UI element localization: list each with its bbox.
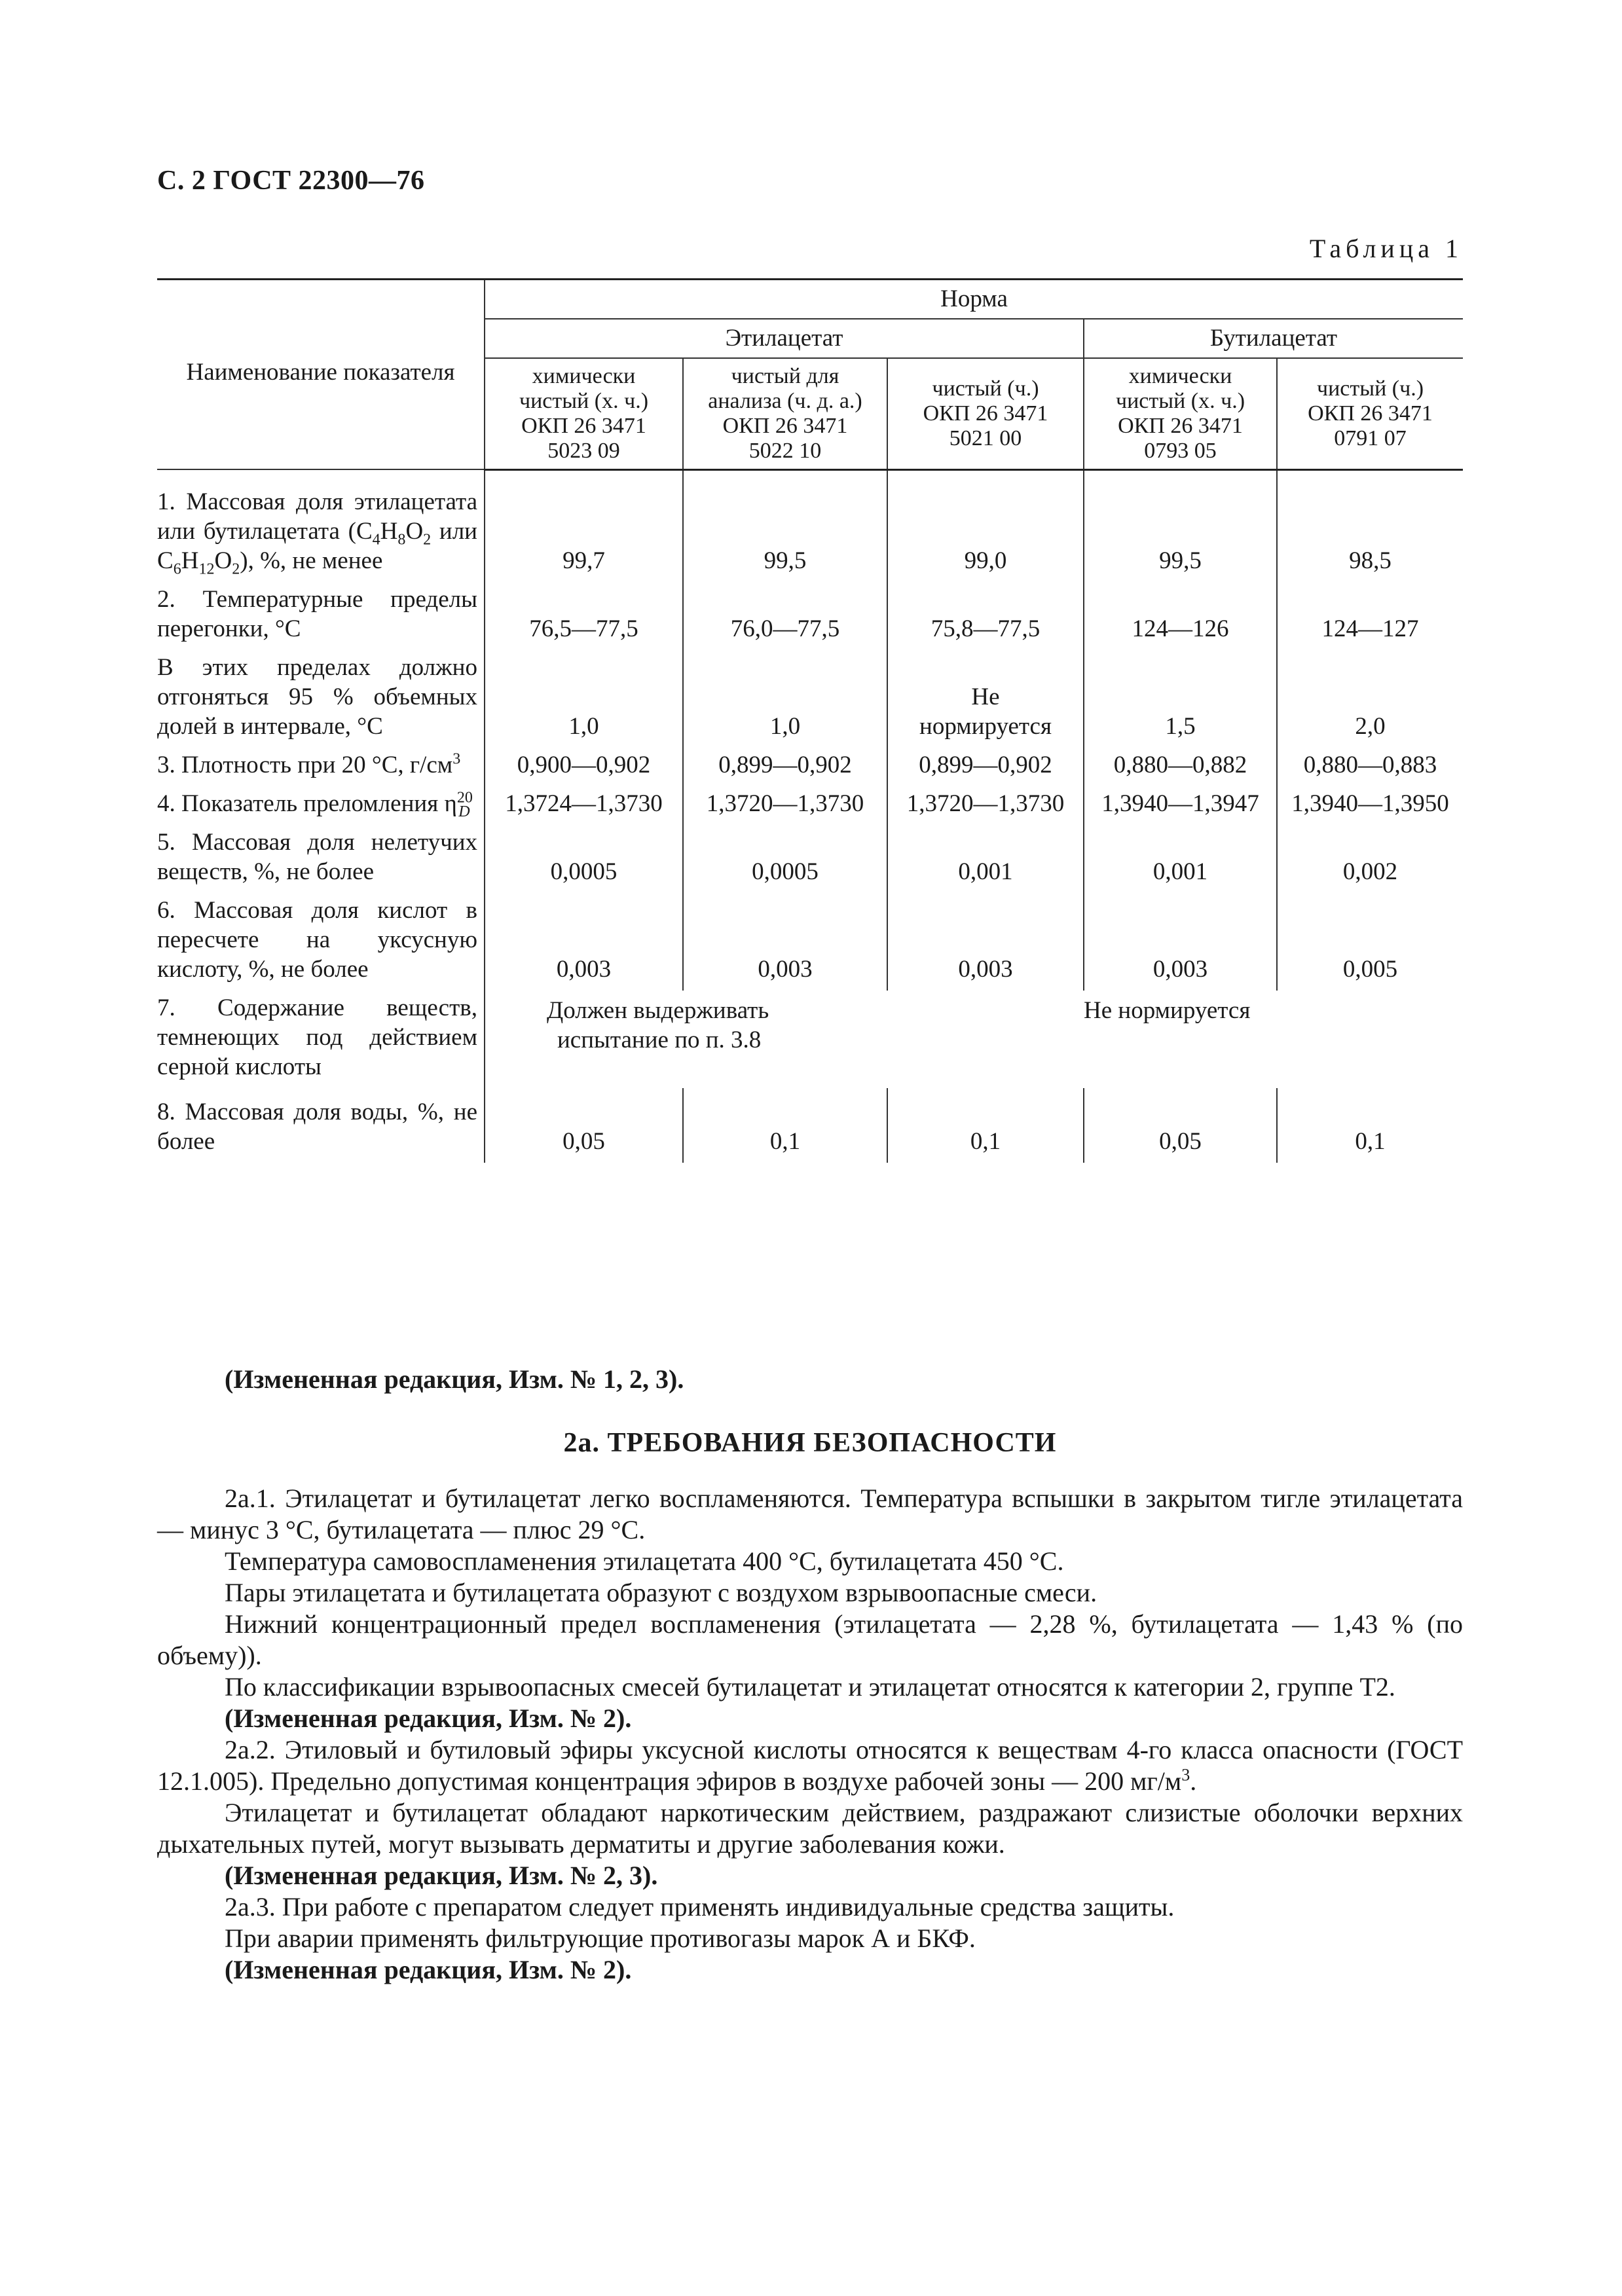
butyl-acetate-header: Бутилацетат <box>1084 319 1463 358</box>
paragraph: 2а.1. Этилацетат и бутилацетат легко воспламеняются. Температура вспышки в закрытом тигле этилацетата — минус 3 °С, бутилацетата — плюс 29 °С. <box>157 1484 1463 1544</box>
table-cell: 0,001 <box>887 825 1084 893</box>
paragraph: Пары этилацетата и бутилацетата образуют с воздухом взрывоопасные смеси. <box>225 1578 1097 1607</box>
table-cell: 0,899—0,902 <box>683 748 887 786</box>
row-name: 6. Массовая доля кислот в пересчете на уксусную кислоту, %, не более <box>157 897 477 983</box>
change-note-table: (Измененная редакция, Изм. № 1, 2, 3). <box>225 1364 684 1394</box>
table-cell: 124—126 <box>1084 582 1277 650</box>
table-row <box>157 991 1463 1088</box>
table-row <box>157 786 1463 825</box>
table-cell: 1,0 <box>485 650 683 748</box>
table-cell: 99,5 <box>1084 469 1277 582</box>
grade-header-ethyl-xch: химически чистый (х. ч.) ОКП 26 3471 5023 09 <box>485 358 683 470</box>
paragraph: Этилацетат и бутилацетат обладают наркотическим действием, раздражают слизистые оболочки верхних дыхательных путей, могут вызывать дерматиты и другие заболевания кожи. <box>157 1798 1463 1859</box>
table-cell: 0,899—0,902 <box>887 748 1084 786</box>
table-cell: 98,5 <box>1277 469 1463 582</box>
table-cell: 0,1 <box>1277 1088 1463 1163</box>
ethyl-acetate-header: Этилацетат <box>485 319 1084 358</box>
grade-header-butyl-xch: химически чистый (х. ч.) ОКП 26 3471 0793 05 <box>1084 358 1277 470</box>
table-cell: 0,001 <box>1084 825 1277 893</box>
table-cell: 0,1 <box>887 1088 1084 1163</box>
table-row <box>157 582 1463 650</box>
table-row <box>157 825 1463 893</box>
table-cell: 0,880—0,882 <box>1084 748 1277 786</box>
table-cell: 1,3724—1,3730 <box>485 786 683 825</box>
table-cell: 99,7 <box>485 469 683 582</box>
page-header: С. 2 ГОСТ 22300—76 <box>157 166 425 196</box>
paragraph: При аварии применять фильтрующие противогазы марок А и БКФ. <box>225 1923 976 1953</box>
norm-header: Норма <box>485 280 1463 319</box>
table-cell: 1,0 <box>683 650 887 748</box>
table-cell: 1,3940—1,3947 <box>1084 786 1277 825</box>
table-row <box>157 893 1463 991</box>
name-column-header: Наименование показателя <box>157 280 485 470</box>
table-caption: Таблица 1 <box>1309 234 1463 263</box>
table-cell: 75,8—77,5 <box>887 582 1084 650</box>
row-name: В этих пределах должно отгоняться 95 % объемных долей в интервале, °С <box>157 654 477 740</box>
table-cell: 0,0005 <box>485 825 683 893</box>
table-cell: Не нормируется <box>887 650 1084 748</box>
row-name: 7. Содержание веществ, темнеющих под действием серной кислоты <box>157 994 477 1080</box>
table-cell: 0,003 <box>683 893 887 991</box>
table-cell: 0,900—0,902 <box>485 748 683 786</box>
change-note: (Измененная редакция, Изм. № 2). <box>225 1955 632 1984</box>
table-row <box>157 469 1463 582</box>
table-row <box>157 748 1463 786</box>
paragraph: Температура самовоспламенения этилацетата 400 °С, бутилацетата 450 °С. <box>225 1546 1064 1576</box>
row-name: 8. Массовая доля воды, %, не более <box>157 1099 477 1155</box>
table-cell-merged: Не нормируется <box>1084 997 1251 1024</box>
change-note: (Измененная редакция, Изм. № 2, 3). <box>225 1861 658 1890</box>
paragraph: По классификации взрывоопасных смесей бутилацетат и этилацетат относятся к категории 2, группе Т2. <box>225 1672 1395 1702</box>
table-cell: 0,002 <box>1277 825 1463 893</box>
table-cell: 1,3720—1,3730 <box>887 786 1084 825</box>
table-cell: 0,003 <box>887 893 1084 991</box>
safety-section-body <box>157 1483 1463 1986</box>
grade-header-butyl-ch: чистый (ч.) ОКП 26 3471 0791 07 <box>1277 358 1463 470</box>
paragraph: 2а.2. Этиловый и бутиловый эфиры уксусной кислоты относятся к веществам 4-го класса опасности (ГОСТ 12.1.005). Предельно допустимая концентрация эфиров в воздухе рабочей зоны — 200 $мг/м^3$. <box>157 1735 1463 1796</box>
grade-header-ethyl-ch: чистый (ч.) ОКП 26 3471 5021 00 <box>887 358 1084 470</box>
table-cell: 0,1 <box>683 1088 887 1163</box>
table-cell: 99,5 <box>683 469 887 582</box>
table-cell: 1,3940—1,3950 <box>1277 786 1463 825</box>
table-cell: 0,003 <box>1084 893 1277 991</box>
paragraph: Нижний концентрационный предел воспламенения (этилацетата — 2,28 %, бутилацетата — 1,43 % (по объему)). <box>157 1609 1463 1670</box>
table-row <box>157 650 1463 748</box>
table-cell: 0,005 <box>1277 893 1463 991</box>
table-cell-merged: Должен выдерживать испытание по п. 3.8 <box>485 991 1084 1088</box>
change-note: (Измененная редакция, Изм. № 2). <box>225 1704 632 1733</box>
table-cell: 99,0 <box>887 469 1084 582</box>
row-name: 4. Показатель преломления $\eta^{20}_D$ <box>157 789 473 821</box>
table-cell: 0,0005 <box>683 825 887 893</box>
spec-table <box>157 278 1463 1163</box>
table-cell: 1,5 <box>1084 650 1277 748</box>
table-cell: 0,003 <box>485 893 683 991</box>
row-name: 1. Массовая доля этилацетата или бутилацетата ($C_4H_8O_2$ или $C_6H_{12}O_2$), %, не менее <box>157 488 477 578</box>
row-name: 3. Плотность при 20 °С, $г/см^3$ <box>157 750 461 778</box>
row-name: 5. Массовая доля нелетучих веществ, %, не более <box>157 829 477 885</box>
table-cell: 124—127 <box>1277 582 1463 650</box>
grade-header-ethyl-chda: чистый для анализа (ч. д. а.) ОКП 26 3471 5022 10 <box>683 358 887 470</box>
table-cell: 0,880—0,883 <box>1277 748 1463 786</box>
table-cell: 0,05 <box>1084 1088 1277 1163</box>
section-title: 2а. ТРЕБОВАНИЯ БЕЗОПАСНОСТИ <box>563 1428 1057 1458</box>
table-cell: 0,05 <box>485 1088 683 1163</box>
paragraph: 2а.3. При работе с препаратом следует применять индивидуальные средства защиты. <box>225 1892 1175 1922</box>
table-cell: 1,3720—1,3730 <box>683 786 887 825</box>
row-name: 2. Температурные пределы перегонки, °С <box>157 586 477 642</box>
table-cell: 76,5—77,5 <box>485 582 683 650</box>
table-cell: 2,0 <box>1277 650 1463 748</box>
table-row <box>157 1088 1463 1163</box>
table-cell: 76,0—77,5 <box>683 582 887 650</box>
